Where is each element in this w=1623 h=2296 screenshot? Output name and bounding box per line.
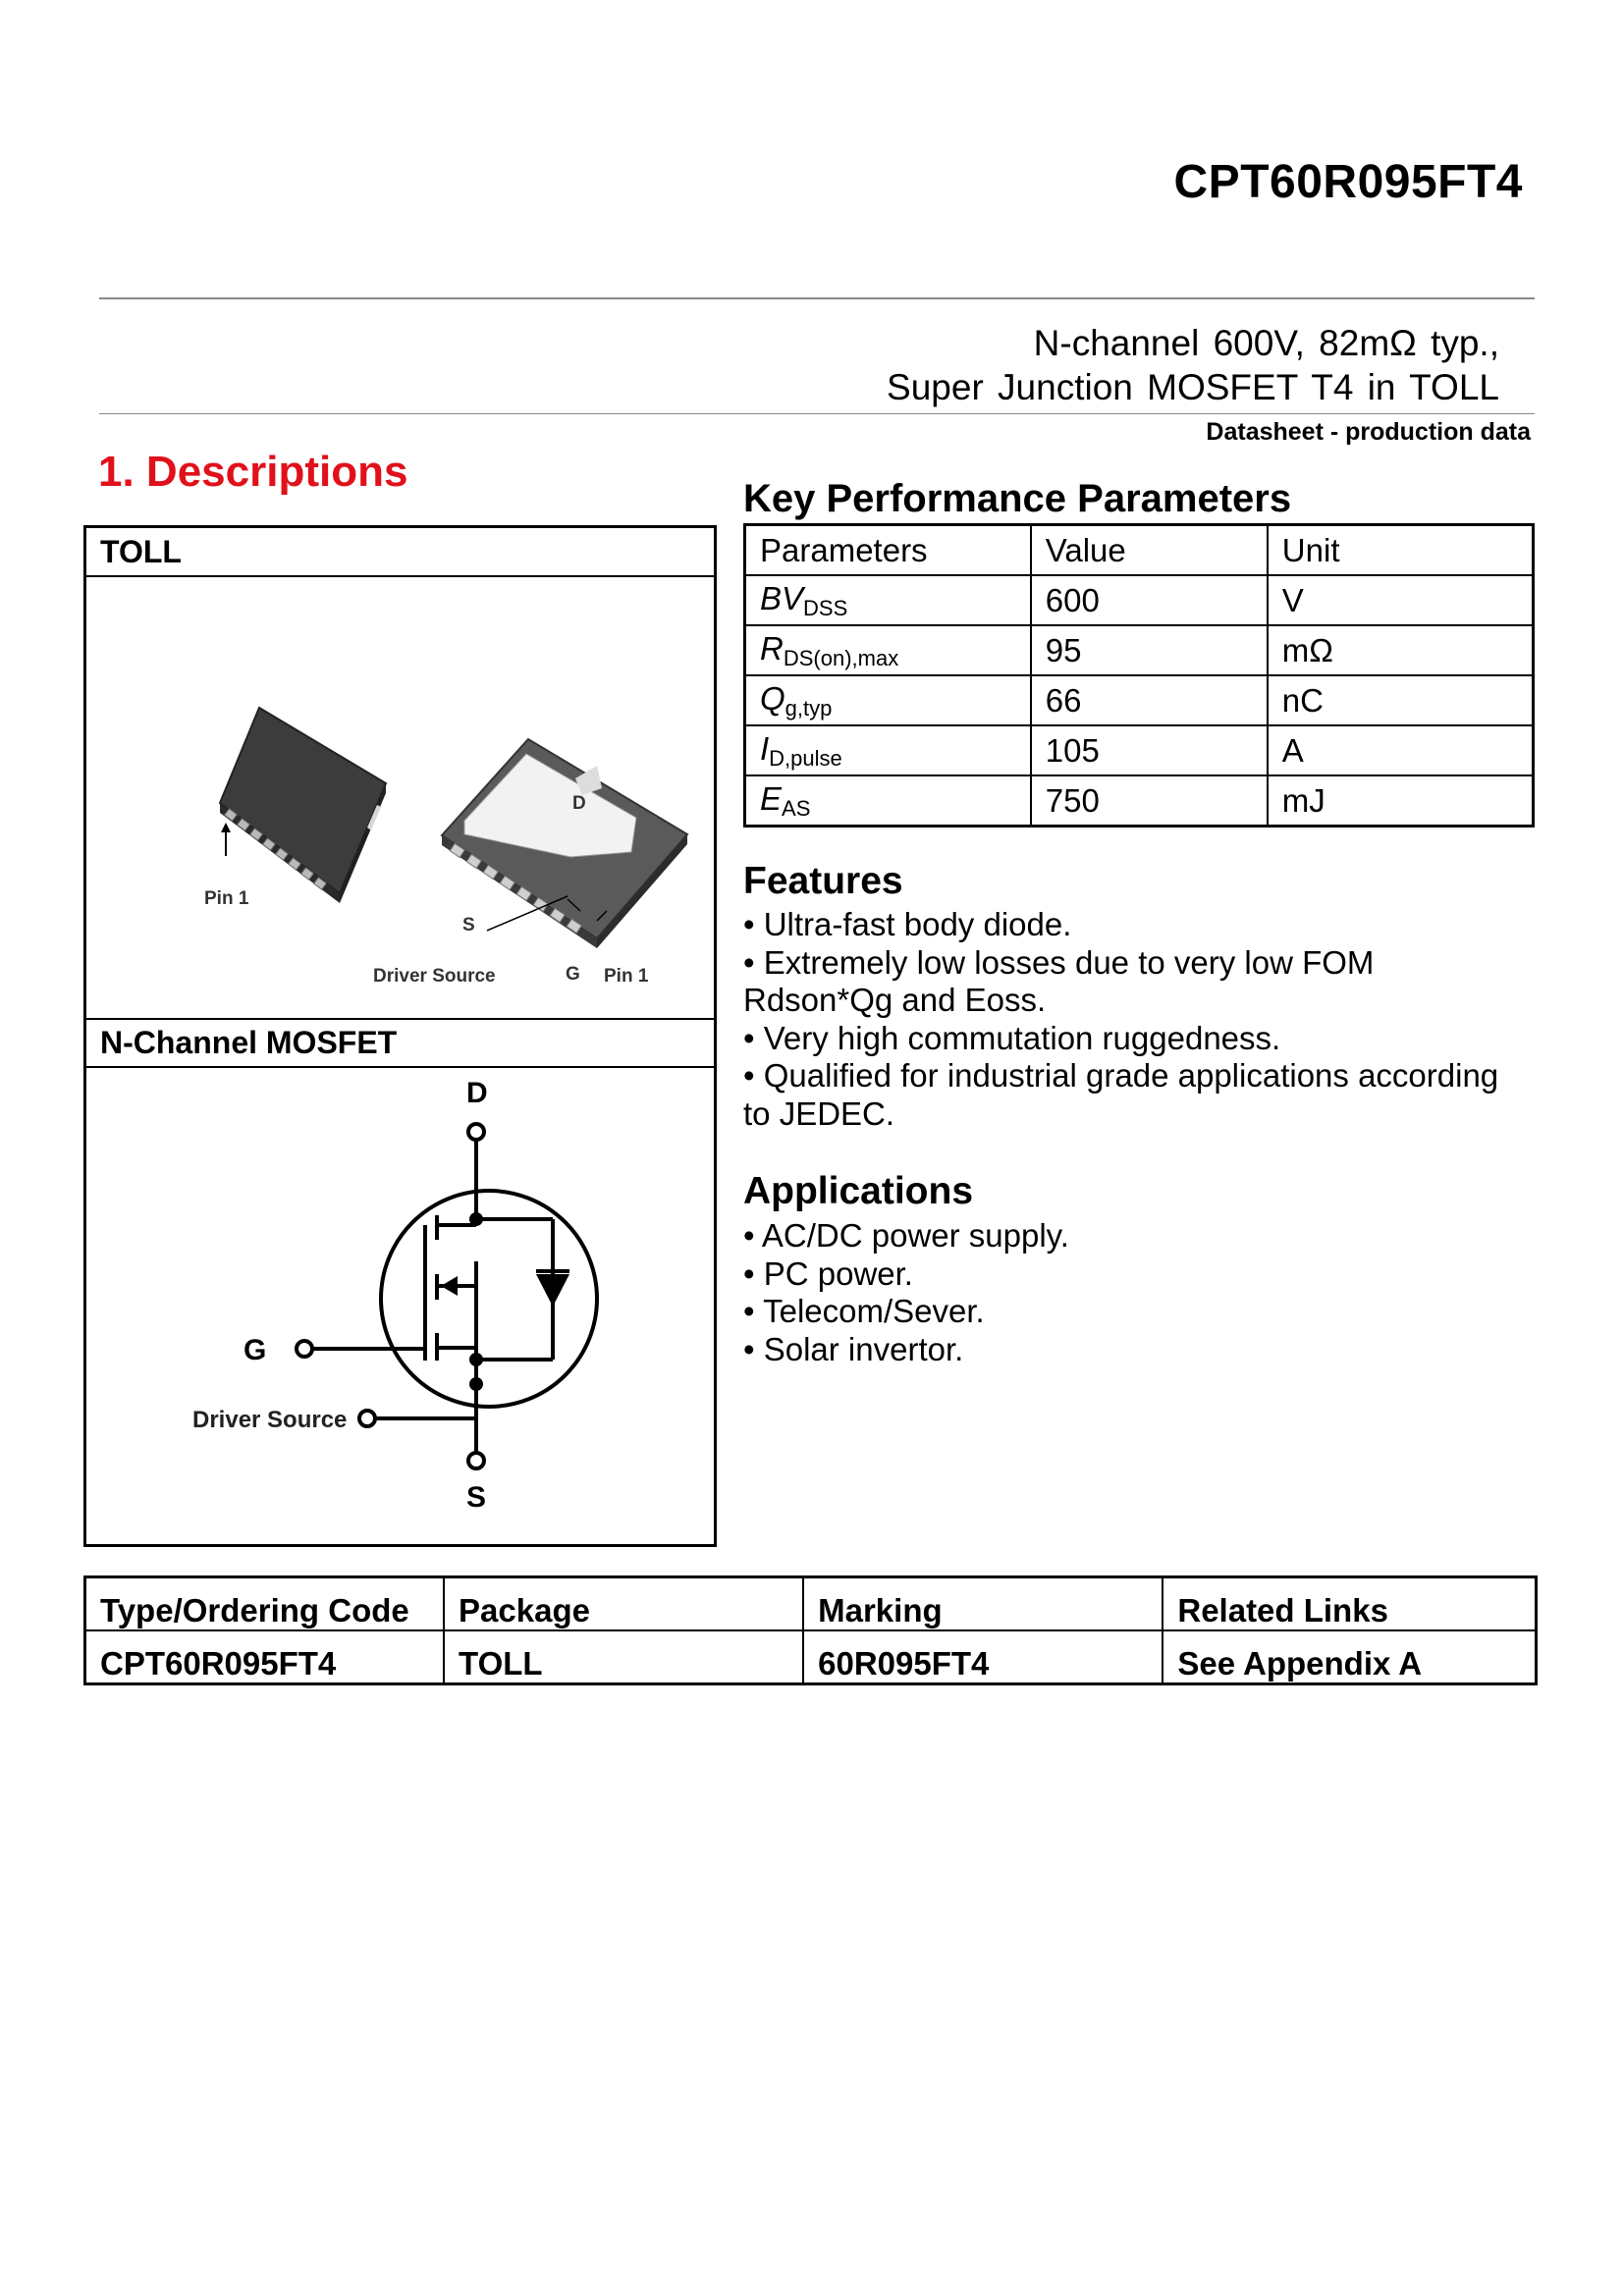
kpp-value: 66 [1031,675,1268,725]
kpp-param: $I_{D,pulse}$ [745,725,1031,775]
kpp-header-row [745,525,1534,576]
kpp-row-id-pulse [745,725,1534,775]
kpp-value: 750 [1031,775,1268,827]
subtitle-divider [99,413,1535,414]
gate-label: G [243,1334,267,1366]
descriptions-box [83,525,717,1547]
kpp-unit: A [1268,725,1534,775]
ordering-header-code: Type/Ordering Code [85,1577,445,1631]
kpp-value: 600 [1031,575,1268,625]
kpp-row-eas [745,775,1534,827]
datasheet-label: Datasheet - production data [1206,418,1531,446]
ordering-marking: 60R095FT4 [803,1630,1163,1684]
toll-package-illustration [86,577,714,1019]
source-label-package: S [462,915,475,935]
kpp-row-bvdss [745,575,1534,625]
list-item: • Solar invertor. [743,1330,964,1367]
driver-source-label: Driver Source [192,1407,348,1433]
list-item: • Qualified for industrial grade applications according [743,1057,1499,1094]
kpp-title: Key Performance Parameters [743,477,1292,520]
symbol-box-title: N-Channel MOSFET [100,1025,398,1060]
source-label: S [466,1481,487,1514]
ordering-table [83,1575,1538,1685]
kpp-param: $E_{AS}$ [745,775,1031,827]
ordering-code: CPT60R095FT4 [85,1630,445,1684]
kpp-unit: mJ [1268,775,1534,827]
kpp-unit: nC [1268,675,1534,725]
ordering-header-package: Package [444,1577,803,1631]
features-title: Features [743,860,903,902]
kpp-param: $BV_{DSS}$ [745,575,1031,625]
pin1-label-right: Pin 1 [604,966,649,987]
list-item: • Extremely low losses due to very low FOM [743,943,1375,981]
kpp-row-qg [745,675,1534,725]
subtitle-line-2: Super Junction MOSFET T4 in TOLL [887,367,1499,407]
drain-label: D [466,1077,488,1109]
list-item: • AC/DC power supply. [743,1217,1069,1254]
applications-title: Applications [743,1170,974,1212]
kpp-header-value: Value [1031,525,1268,576]
list-item: • Telecom/Sever. [743,1293,985,1329]
ordering-header-marking: Marking [803,1577,1163,1631]
drain-label-package: D [572,793,586,814]
gate-label-package: G [566,964,580,985]
list-item: to JEDEC. [743,1095,895,1132]
applications-list [743,1217,1539,1368]
header-divider [99,297,1535,299]
kpp-value: 105 [1031,725,1268,775]
ordering-header-links: Related Links [1163,1577,1536,1631]
pin1-label-left: Pin 1 [204,888,249,909]
package-box-title: TOLL [100,534,182,569]
features-list [743,906,1539,1133]
kpp-value: 95 [1031,625,1268,675]
kpp-header-unit: Unit [1268,525,1534,576]
ordering-package: TOLL [444,1630,803,1684]
list-item: • Ultra-fast body diode. [743,906,1072,942]
ordering-row [85,1630,1537,1684]
kpp-header-parameters: Parameters [745,525,1031,576]
kpp-param: $Q_{g,typ}$ [745,675,1031,725]
kpp-unit: mΩ [1268,625,1534,675]
ordering-related-links[interactable]: See Appendix A [1163,1630,1536,1684]
driver-source-label-package: Driver Source [373,966,496,987]
kpp-table [743,523,1535,828]
mosfet-symbol [86,1068,714,1544]
kpp-unit: V [1268,575,1534,625]
kpp-param: $R_{DS(on),max}$ [745,625,1031,675]
list-item: Rdson*Qg and Eoss. [743,982,1047,1018]
ordering-header-row [85,1577,1537,1631]
package-top-view [220,708,386,903]
part-number: CPT60R095FT4 [1173,156,1523,208]
package-bottom-view [442,739,687,948]
list-item: • Very high commutation ruggedness. [743,1019,1281,1056]
subtitle-line-1: N-channel 600V, 82mΩ typ., [1033,323,1499,363]
list-item: • PC power. [743,1255,913,1292]
kpp-row-rdson [745,625,1534,675]
symbol-box-top-divider [86,1018,714,1020]
section-title: 1. Descriptions [98,448,408,496]
